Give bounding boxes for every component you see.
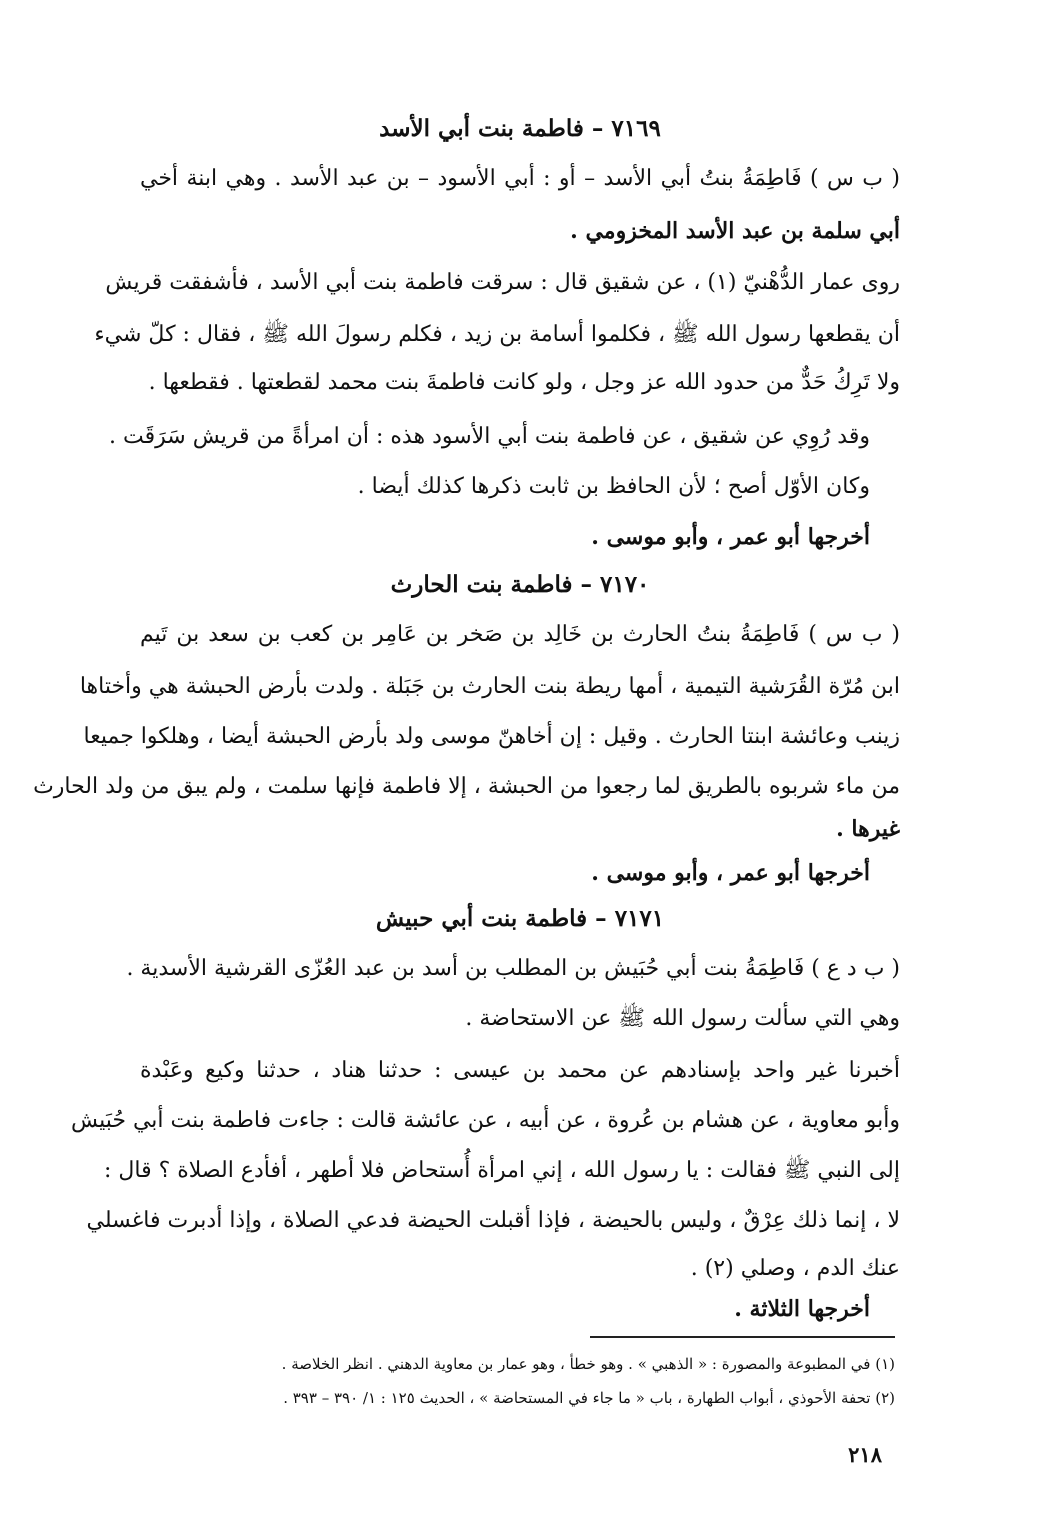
entry-line: ( ب س ) فَاطِمَةُ بنتُ الحارث بن خَالِد بن صَخر بن عَامِر بن كعب بن سعد بن تَيم [140,622,900,647]
entry-line: روى عمار الدُّهْنيّ (١) ، عن شقيق قال : سرقت فاطمة بنت أبي الأسد ، فأشفقت قريش [105,270,900,295]
entry-line: أن يقطعها رسول الله ﷺ ، فكلموا أسامة بن زيد ، فكلم رسولَ الله ﷺ ، فقال : كلّ شيء [94,322,900,347]
footnote-2: (٢) تحفة الأحوذي ، أبواب الطهارة ، باب « ما جاء في المستحاضة » ، الحديث ١٢٥ : ١/ ٣٩٠ – ٣٩٣ . [283,1389,895,1407]
entry-heading-7169: ٧١٦٩ – فاطمة بنت أبي الأسد [379,115,661,142]
entry-line: أخرجها الثلاثة . [734,1296,870,1322]
entry-line: زينب وعائشة ابنتا الحارث . وقيل : إن أخاهنّ موسى ولد بأرض الحبشة أيضا ، وهلكوا جميعا [83,724,900,749]
entry-line: أخرجها أبو عمر ، وأبو موسى . [591,524,870,550]
footnote-divider [590,1336,895,1338]
page-number: ٢١٨ [848,1442,882,1467]
entry-line: ابن مُرّة القُرَشية التيمية ، أمها ريطة بنت الحارث بن جَبَلة . ولدت بأرض الحبشة هي وأختاها [79,674,900,699]
entry-line: ( ب د ع ) فَاطِمَةُ بنت أبي حُبَيش بن المطلب بن أسد بن عبد العُزّى القرشية الأسدية . [126,956,900,981]
entry-line: وكان الأوّل أصح ؛ لأن الحافظ بن ثابت ذكرها كذلك أيضا . [357,474,870,499]
entry-line: ( ب س ) فَاطِمَةُ بنتُ أبي الأسد – أو : أبي الأسود – بن عبد الأسد . وهي ابنة أخي [140,166,900,191]
entry-line: وأبو معاوية ، عن هشام بن عُروة ، عن أبيه ، عن عائشة قالت : جاءت فاطمة بنت أبي حُبَيش [71,1108,900,1133]
entry-line: وهي التي سألت رسول الله ﷺ عن الاستحاضة . [465,1006,900,1031]
footnote-1: (١) في المطبوعة والمصورة : « الذهبي » . وهو خطأ ، وهو عمار بن معاوية الدهني . انظر الخلاصة . [281,1355,895,1373]
entry-line: عنك الدم ، وصلي (٢) . [690,1256,900,1281]
entry-line: أخرجها أبو عمر ، وأبو موسى . [591,860,870,886]
entry-heading-7171: ٧١٧١ – فاطمة بنت أبي حبيش [375,905,665,932]
entry-line: إلى النبي ﷺ فقالت : يا رسول الله ، إني امرأة أُستحاض فلا أطهر ، أفأدع الصلاة ؟ قال : [104,1158,900,1183]
entry-line: أبي سلمة بن عبد الأسد المخزومي . [570,218,900,244]
entry-line: وقد رُوِي عن شقيق ، عن فاطمة بنت أبي الأسود هذه : أن امرأةً من قريش سَرَقَت . [109,424,870,449]
entry-line: لا ، إنما ذلك عِرْقٌ ، وليس بالحيضة ، فإذا أقبلت الحيضة فدعي الصلاة ، وإذا أدبرت فاغسلي [86,1208,900,1233]
entry-heading-7170: ٧١٧٠ – فاطمة بنت الحارث [390,571,650,598]
entry-line: أخبرنا غير واحد بإسنادهم عن محمد بن عيسى : حدثنا هناد ، حدثنا وكيع وعَبْدة [140,1058,900,1083]
entry-line: غيرها . [836,816,900,842]
entry-line: ولا تَرِكُ حَدٌّ من حدود الله عز وجل ، ولو كانت فاطمةَ بنت محمد لقطعتها . فقطعها . [148,370,900,395]
entry-line: من ماء شربوه بالطريق لما رجعوا من الحبشة ، إلا فاطمة فإنها سلمت ، ولم يبق من ولد الحارث [33,774,900,799]
